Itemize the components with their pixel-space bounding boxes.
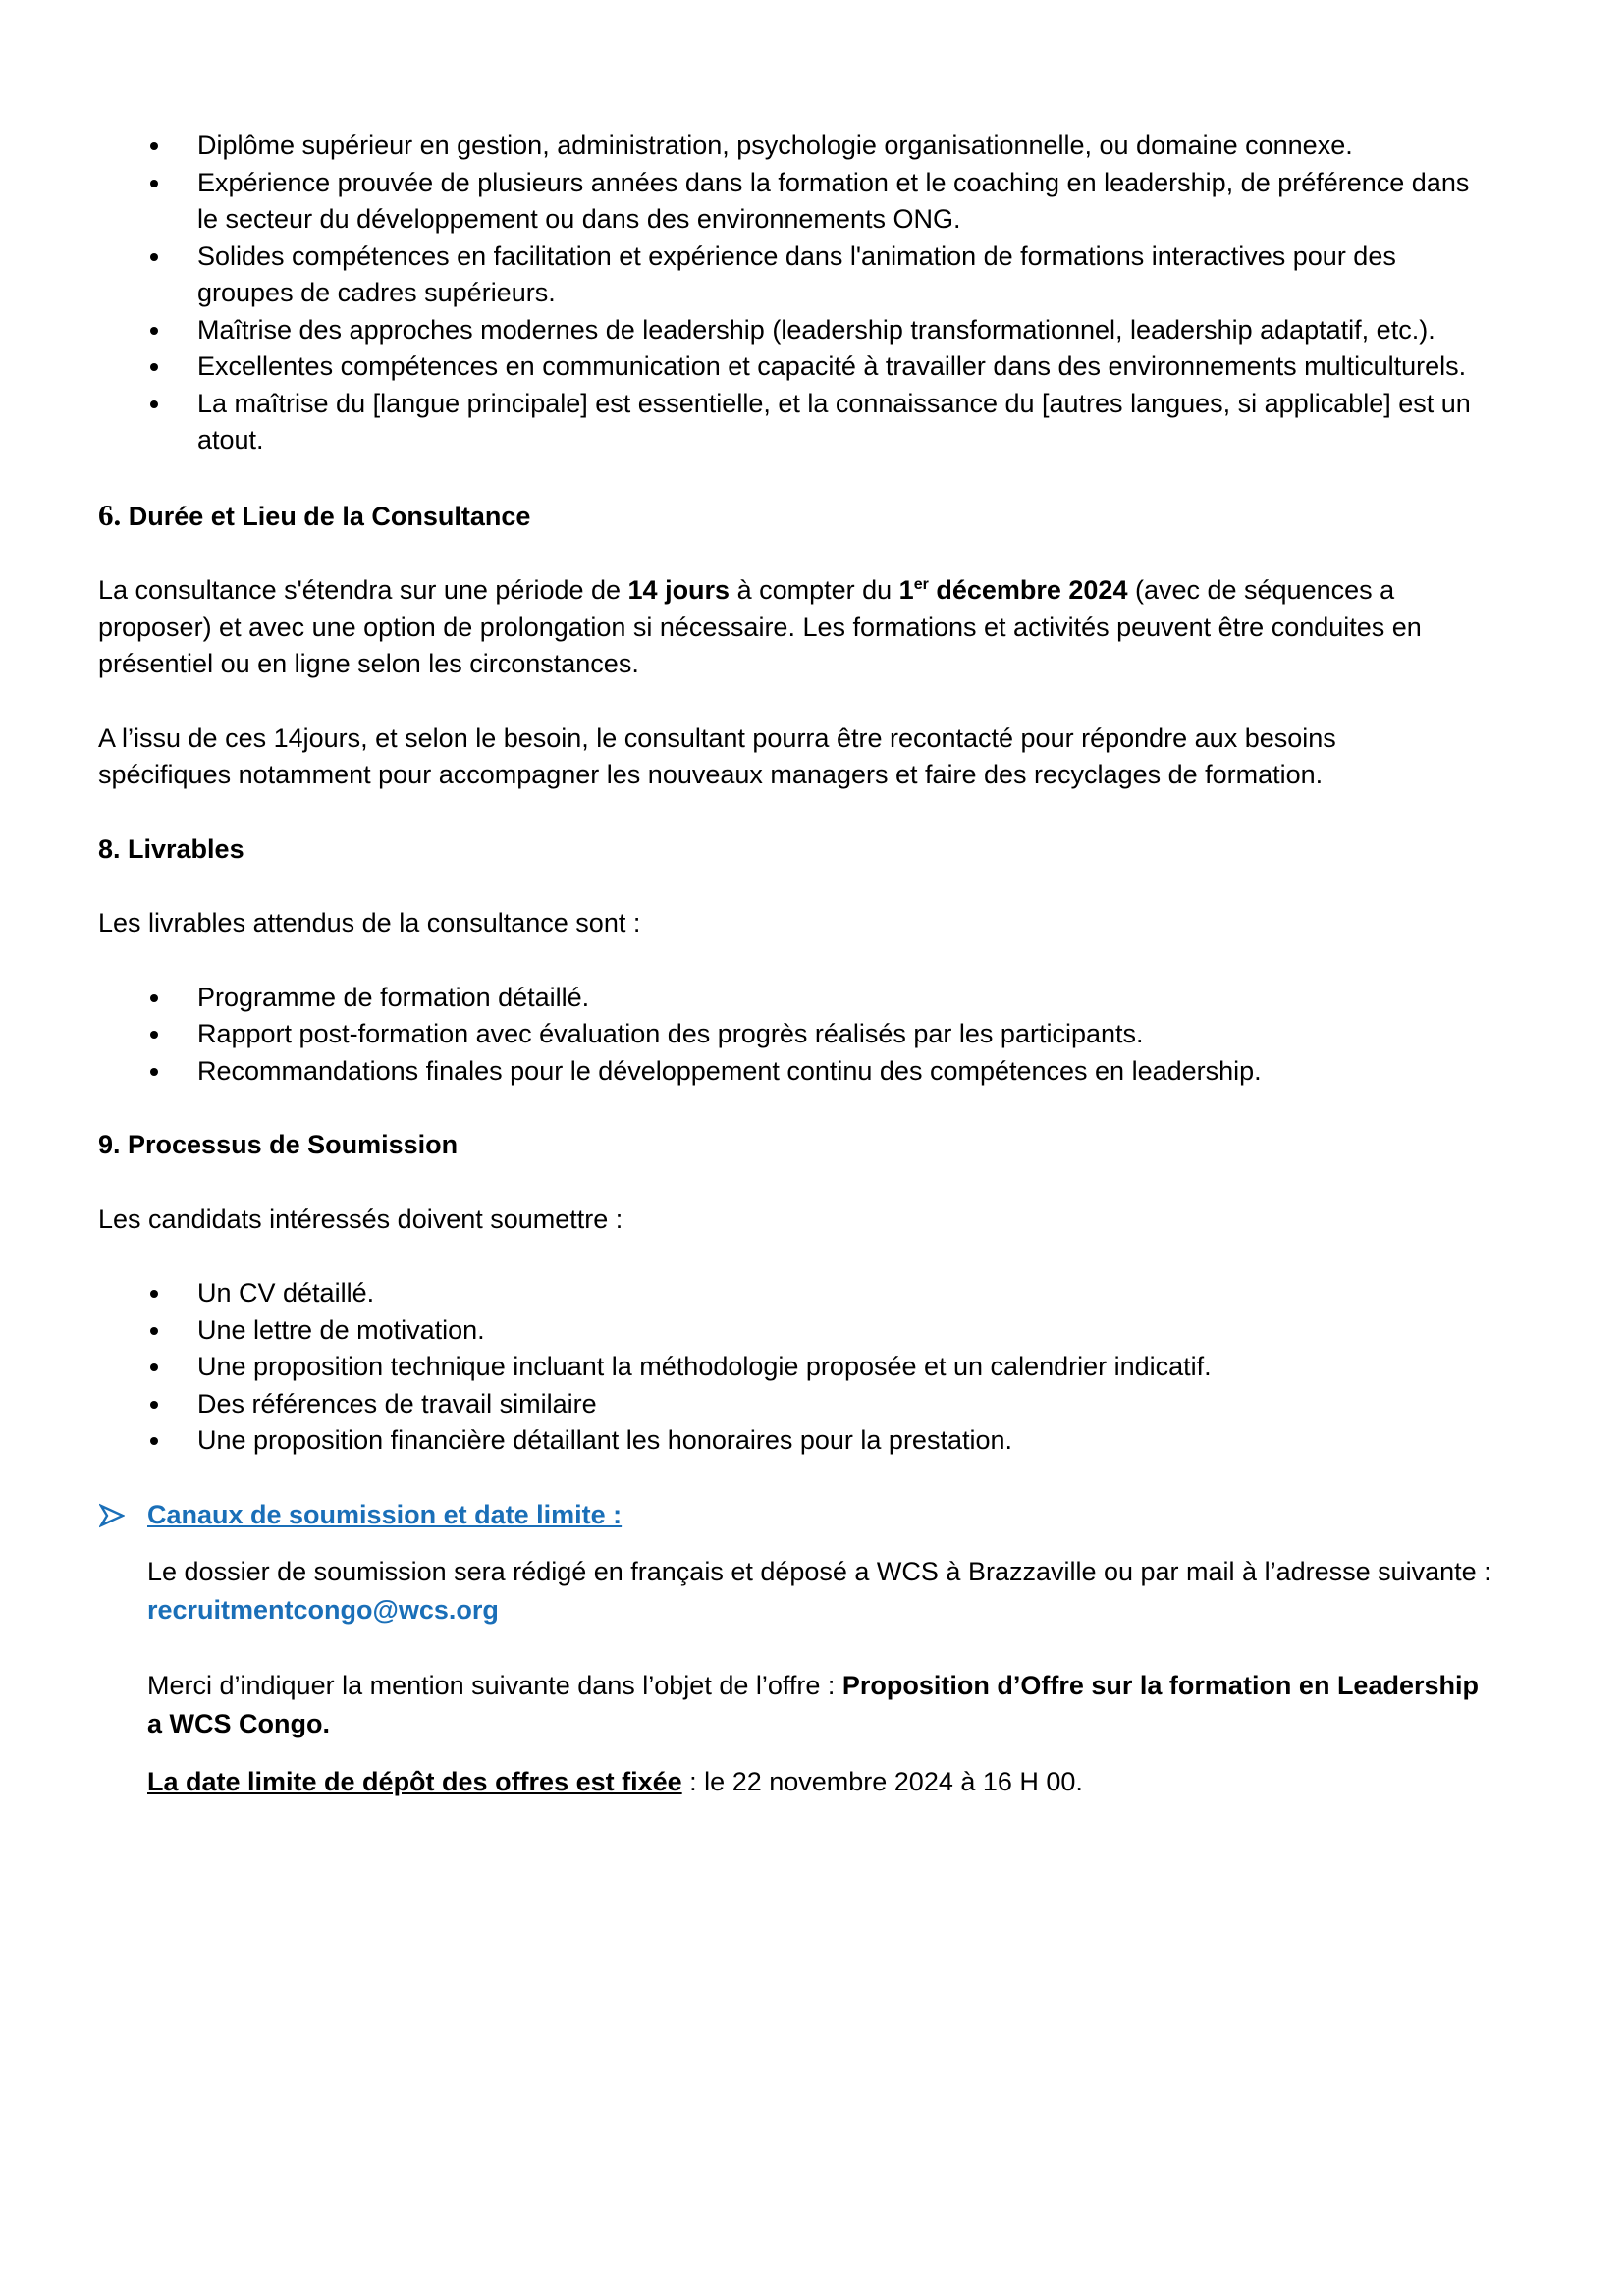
list-item-text: Recommandations finales pour le développement continu des compétences en leadership. [197,1055,1262,1086]
list-item [98,1349,1532,1386]
bullet-icon [150,363,158,371]
bullet-icon [150,142,158,150]
list-item-text: Expérience prouvée de plusieurs années dans la formation et le coaching en leadership, de préférence dans [197,167,1470,197]
section-6-paragraph-1: La consultance s'étendra sur une période de 14 jours à compter du 1er décembre 2024 (avec de séquences a proposer) et avec une option de prolongation si nécessaire. Les formations et activités peuvent être conduites en présentiel ou en ligne selon les circonstances. [98,575,1422,678]
list-item [98,1386,1532,1423]
bullet-icon [150,1327,158,1335]
requirements-list [98,128,1532,459]
list-item-text: Une lettre de motivation. [197,1314,485,1345]
list-item-text: Une proposition financière détaillant les honoraires pour la prestation. [197,1425,1012,1455]
submission-text: Le dossier de soumission sera rédigé en français et déposé a WCS à Brazzaville ou par mail à l’adresse suivante : recruitmentcongo@wcs.org [147,1557,1491,1625]
mention-text: Merci d’indiquer la mention suivante dans l’objet de l’offre : Proposition d’Offre sur la formation en Leadership a WCS Congo. [147,1671,1479,1738]
email-link[interactable]: recruitmentcongo@wcs.org [147,1595,499,1625]
section-8-intro: Les livrables attendus de la consultance sont : [98,908,641,937]
bullet-icon [150,1363,158,1371]
section-6-heading [98,497,1532,536]
list-item-text: Diplôme supérieur en gestion, administration, psychologie organisationnelle, ou domaine connexe. [197,131,1353,160]
list-item [98,386,1532,459]
list-item-text: Des références de travail similaire [197,1388,597,1418]
bullet-icon [150,1401,158,1409]
bullet-icon [150,400,158,408]
arrowhead-right-icon [99,1503,125,1528]
list-item-text: Une proposition technique incluant la méthodologie proposée et un calendrier indicatif. [197,1352,1212,1381]
deadline-label: La date limite de dépôt des offres est fixée [147,1767,682,1796]
bullet-icon [150,1031,158,1039]
list-item-text: Rapport post-formation avec évaluation des progrès réalisés par les participants. [197,1019,1144,1048]
list-item [98,980,1532,1017]
deliverables-list [98,980,1532,1091]
section-6-title: Durée et Lieu de la Consultance [128,501,531,531]
submission-items-list [98,1275,1532,1460]
list-item [98,1016,1532,1053]
list-item [98,165,1532,239]
document-page [98,128,1532,1801]
submission-heading: Canaux de soumission et date limite : [147,1499,623,1529]
list-item-text: La maîtrise du [langue principale] est essentielle, et la connaissance du [autres langues, si applicable] est un [197,388,1471,418]
list-item-text: atout. [197,425,264,454]
list-item-text: le secteur du développement ou dans des environnements ONG. [197,204,961,234]
deadline-value: le 22 novembre 2024 à 16 H 00. [704,1767,1083,1796]
list-item [98,1422,1532,1460]
list-item-text: Maîtrise des approches modernes de leadership (leadership transformationnel, leadership adaptatif, etc.). [197,314,1435,345]
list-item-text: Un CV détaillé. [197,1278,375,1308]
list-item [98,348,1532,386]
bullet-icon [150,1068,158,1076]
list-item [98,1312,1532,1350]
deadline-text: La date limite de dépôt des offres est fixée : le 22 novembre 2024 à 16 H 00. [147,1767,1083,1796]
section-9-intro: Les candidats intéressés doivent soumettre : [98,1203,623,1234]
section-8-heading: 8. Livrables [98,833,244,864]
section-6-number: 6. [98,497,122,532]
submission-section [98,1497,1532,1802]
list-item [98,1275,1532,1312]
bullet-icon [150,1437,158,1445]
list-item [98,239,1532,312]
list-item-text: groupes de cadres supérieurs. [197,278,556,307]
list-item-text: Excellentes compétences en communication et capacité à travailler dans des environnements multiculturels. [197,351,1467,381]
list-item-text: Programme de formation détaillé. [197,982,590,1012]
bullet-icon [150,180,158,187]
list-item [98,1053,1532,1091]
section-6-paragraph-2: A l’issu de ces 14jours, et selon le besoin, le consultant pourra être recontacté pour répondre aux besoins spécifiques notamment pour accompagner les nouveaux managers et faire des recyclages de formation. [98,722,1336,789]
list-item-text: Solides compétences en facilitation et expérience dans l'animation de formations interactives pour des [197,240,1396,271]
bullet-icon [150,1290,158,1298]
list-item [98,128,1532,165]
section-9-heading: 9. Processus de Soumission [98,1130,459,1159]
bullet-icon [150,253,158,261]
bullet-icon [150,994,158,1002]
bullet-icon [150,327,158,335]
list-item [98,312,1532,349]
